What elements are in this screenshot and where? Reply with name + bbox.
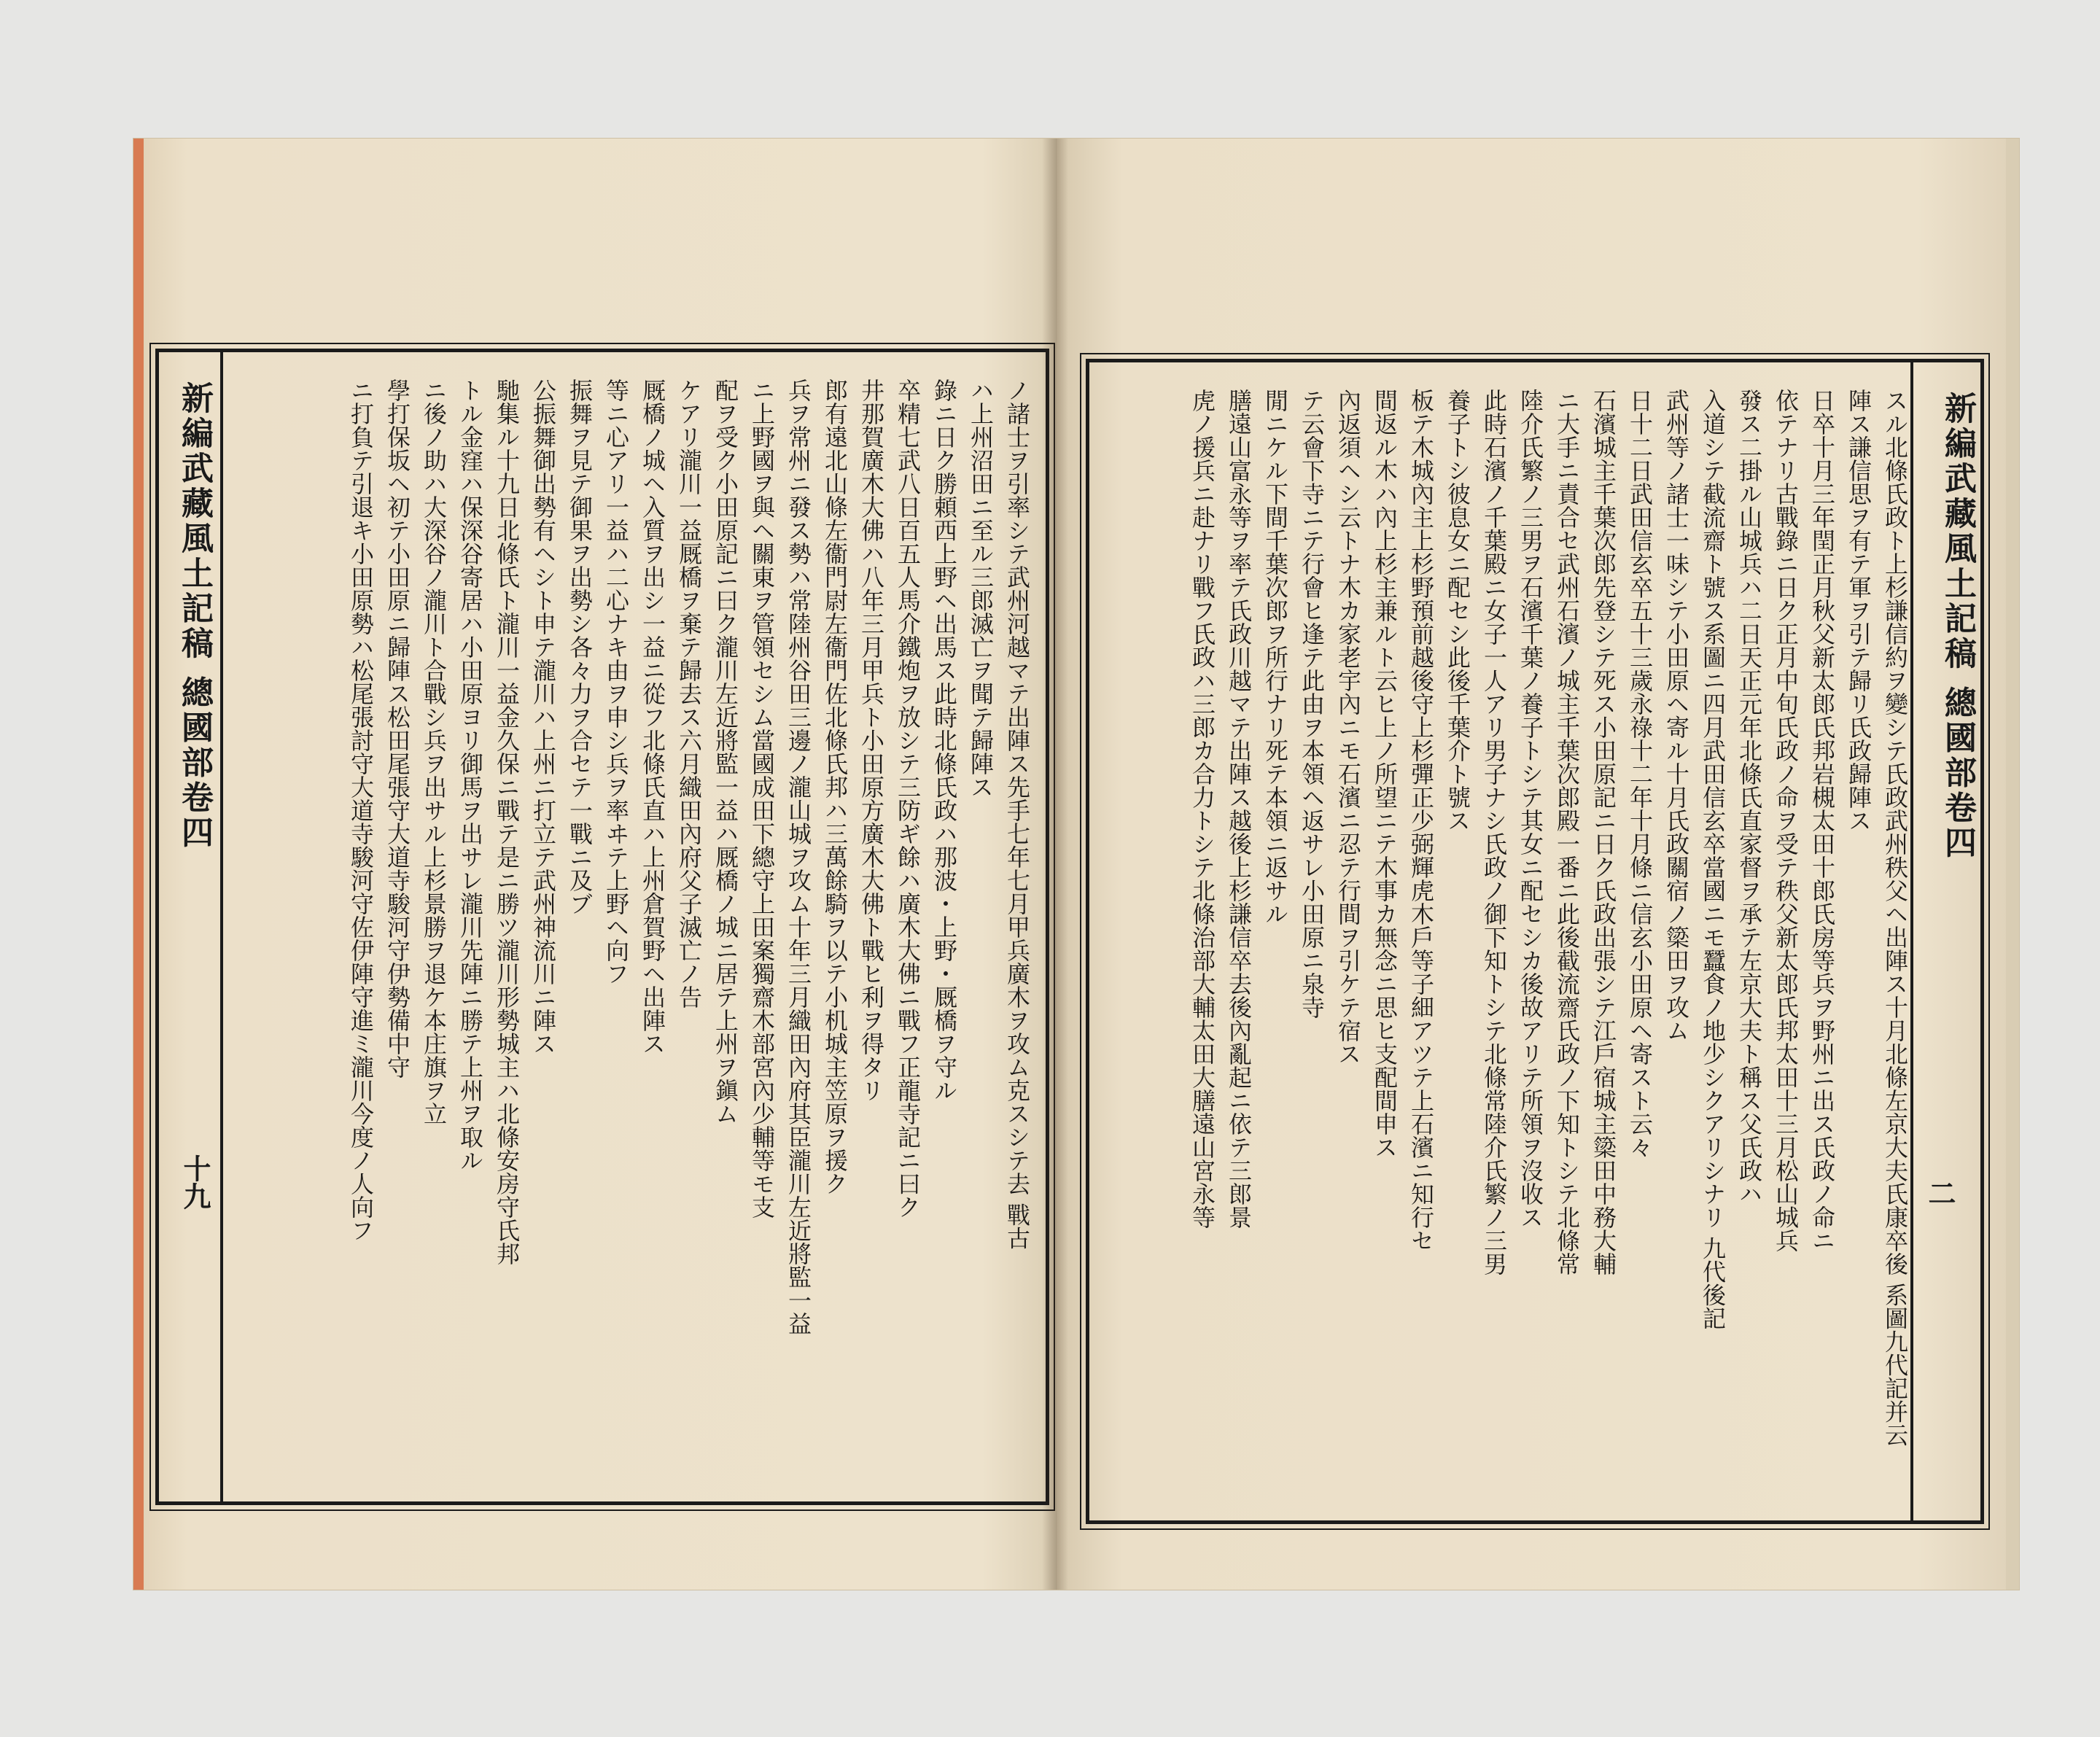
text-line: ニ上野國ヲ與ヘ關東ヲ管領セシム當國成田下總守上田案獨齋木部宮內少輔等モ支 — [748, 378, 776, 1219]
text-line: ハ上州沼田ニ至ル三郎滅亡ヲ聞テ歸陣ス — [967, 378, 995, 798]
text-line: 錄ニ日ク勝頼西上野ヘ出馬ス此時北條氏政ハ那波・上野・厩橋ヲ守ル — [930, 378, 958, 1102]
right-folio: 二 — [1924, 1179, 1956, 1207]
text-line: 振舞ヲ見テ御果ヲ出勢シ各々力ヲ合セテ一戰ニ及ブ — [566, 378, 594, 915]
text-line: 馳集ル十九日北條氏ト瀧川一益金久保ニ戰テ是ニ勝ツ瀧川形勢城主ハ北條安房守氏邦 — [493, 378, 521, 1265]
text-line: 間返ル木ハ內上杉主兼ルト云ヒ上ノ所望ニテ木事カ無念ニ思ヒ支配間申ス — [1371, 389, 1399, 1159]
right-body-text — [1107, 389, 1913, 1503]
text-line: ニ後ノ助ハ大深谷ノ瀧川ト合戰シ兵ヲ出サル上杉景勝ヲ退ケ本庄旗ヲ立 — [420, 378, 448, 1125]
text-line: 卒精七武八日百五人馬介鐵炮ヲ放シテ三防ギ餘ハ廣木大佛ニ戰フ正龍寺記ニ曰ク — [894, 378, 922, 1219]
text-line: 虎ノ援兵ニ赴ナリ戰フ氏政ハ三郎カ合力トシテ北條治部大輔太田大膳遠山宮永等 — [1189, 389, 1216, 1229]
text-line: 武州等ノ諸士一味シテ小田原ヘ寄ル十月氏政關宿ノ簗田ヲ攻ム — [1662, 389, 1690, 1042]
text-line: 配ヲ受ク小田原記ニ曰ク瀧川左近將監一益ハ厩橋ノ城ニ居テ上州ヲ鎭ム — [712, 378, 739, 1125]
text-line: 兵ヲ常州ニ發ス勢ハ常陸州谷田三邊ノ瀧山城ヲ攻ム十年三月織田內府其臣瀧川左近將監一益 — [785, 378, 812, 1335]
left-page — [133, 139, 1062, 1590]
text-line: 陸介氏繁ノ三男ヲ石濱千葉ノ養子トシテ其女ニ配セシカ後故アリテ所領ヲ沒收ス — [1517, 389, 1544, 1229]
text-line: 井那賀廣木大佛ハ八年三月甲兵ト小田原方廣木大佛ト戰ヒ利ヲ得タリ — [858, 378, 885, 1102]
right-margin-title: 新編武藏風土記稿 總國部卷四 — [1939, 392, 1976, 861]
book-gutter — [1042, 139, 1068, 1590]
right-text-frame — [1086, 359, 1984, 1524]
text-line: テ云會下寺ニテ行會ヒ逢テ此由ヲ本領ヘ返サレ小田原ニ泉寺 — [1298, 389, 1326, 1019]
text-line: 郎有遠北山條左衞門尉左衞門佐北條氏邦ハ三萬餘騎ヲ以テ小机城主笠原ヲ援ク — [821, 378, 849, 1195]
text-line: トル金窪ハ保深谷寄居ハ小田原ヨリ御馬ヲ出サレ瀧川先陣ニ勝テ上州ヲ取ル — [456, 378, 484, 1172]
text-line: 膳遠山富永等ヲ率テ氏政川越マテ出陣ス越後上杉謙信卒去後內亂起ニ依テ三郎景 — [1225, 389, 1253, 1229]
text-line: 閒ニケル下間千葉次郎ヲ所行ナリ死テ本領ニ返サル — [1261, 389, 1289, 925]
text-line: 日卒十月三年閏正月秋父新太郎氏邦岩槻太田十郎氏房等兵ヲ野州ニ出ス氏政ノ命ニ — [1808, 389, 1836, 1252]
left-folio: 十九 — [179, 1154, 211, 1210]
text-line: 內返須ヘシ云トナ木カ家老宇內ニモ石濱ニ忍テ行間ヲ引ケテ宿ス — [1334, 389, 1362, 1065]
left-body-text — [225, 378, 1035, 1484]
open-book — [133, 139, 2006, 1590]
text-line: 入道シテ截流齋ト號ス系圖ニ四月武田信玄卒當國ニモ蠶食ノ地少シクアリシナリ 九代後記 — [1699, 389, 1727, 1330]
text-line: 等ニ心アリ一益ハ二心ナキ由ヲ申シ兵ヲ率ヰテ上野ヘ向フ — [602, 378, 630, 985]
text-line: 板テ木城內主上杉野預前越後守上杉彈正少弼輝虎木戶等子細アツテ上石濱ニ知行セ — [1407, 389, 1435, 1252]
text-line: 發ス二掛ル山城兵ハ二日天正元年北條氏直家督ヲ承テ左京大夫ト稱ス父氏政ハ — [1735, 389, 1763, 1205]
text-line: ノ諸士ヲ引率シテ武州河越マテ出陣ス先手七年七月甲兵廣木ヲ攻ム克スシテ去 戰古 — [1003, 378, 1031, 1250]
left-text-frame — [155, 349, 1049, 1505]
text-line: ニ大手ニ責合セ武州石濱ノ城主千葉次郎殿一番ニ此後截流齋氏政ノ下知トシテ北條常 — [1553, 389, 1581, 1275]
text-line: 此時石濱ノ千葉殿ニ女子一人アリ男子ナシ氏政ノ御下知トシテ北條常陸介氏繁ノ三男 — [1480, 389, 1508, 1275]
text-line: 日十二日武田信玄卒五十三歲永祿十二年十月條ニ信玄小田原ヘ寄スト云々 — [1626, 389, 1654, 1159]
text-line: 厩橋ノ城ヘ入質ヲ出シ一益ニ從フ北條氏直ハ上州倉賀野ヘ出陣ス — [639, 378, 666, 1055]
text-line: ケアリ瀧川一益厩橋ヲ棄テ歸去ス六月織田內府父子滅亡ノ告 — [675, 378, 703, 1009]
text-line: 依テナリ古戰錄ニ日ク正月中旬氏政ノ命ヲ受テ秩父新太郎氏邦太田十三月松山城兵 — [1772, 389, 1800, 1252]
left-margin-title: 新編武藏風土記稿 總國部卷四 — [176, 381, 213, 851]
text-line: 石濱城主千葉次郎先登シテ死ス小田原記ニ日ク氏政出張シテ江戶宿城主簗田中務大輔 — [1590, 389, 1617, 1275]
text-line: 公振舞御出勢有ヘシト申テ瀧川ハ上州ニ打立テ武州神流川ニ陣ス — [529, 378, 557, 1055]
text-line: 養子トシ彼息女ニ配セシ此後千葉介ト號ス — [1444, 389, 1471, 832]
text-line: スル北條氏政ト上杉謙信約ヲ變シテ氏政武州秩父ヘ出陣ス十月北條左京大夫氏康卒後 系圖九代記并云 — [1881, 389, 1909, 1447]
left-margin-rule — [220, 352, 223, 1501]
text-line: ニ打負テ引退キ小田原勢ハ松尾張討守大道寺駿河守佐伊陣守進ミ瀧川今度ノ人向フ — [347, 378, 375, 1242]
text-line: 學打保坂ヘ初テ小田原ニ歸陣ス松田尾張守大道寺駿河守伊勢備中守 — [384, 378, 411, 1079]
text-line: 陣ス謙信思ヲ有テ軍ヲ引テ歸リ氏政歸陣ス — [1845, 389, 1872, 832]
